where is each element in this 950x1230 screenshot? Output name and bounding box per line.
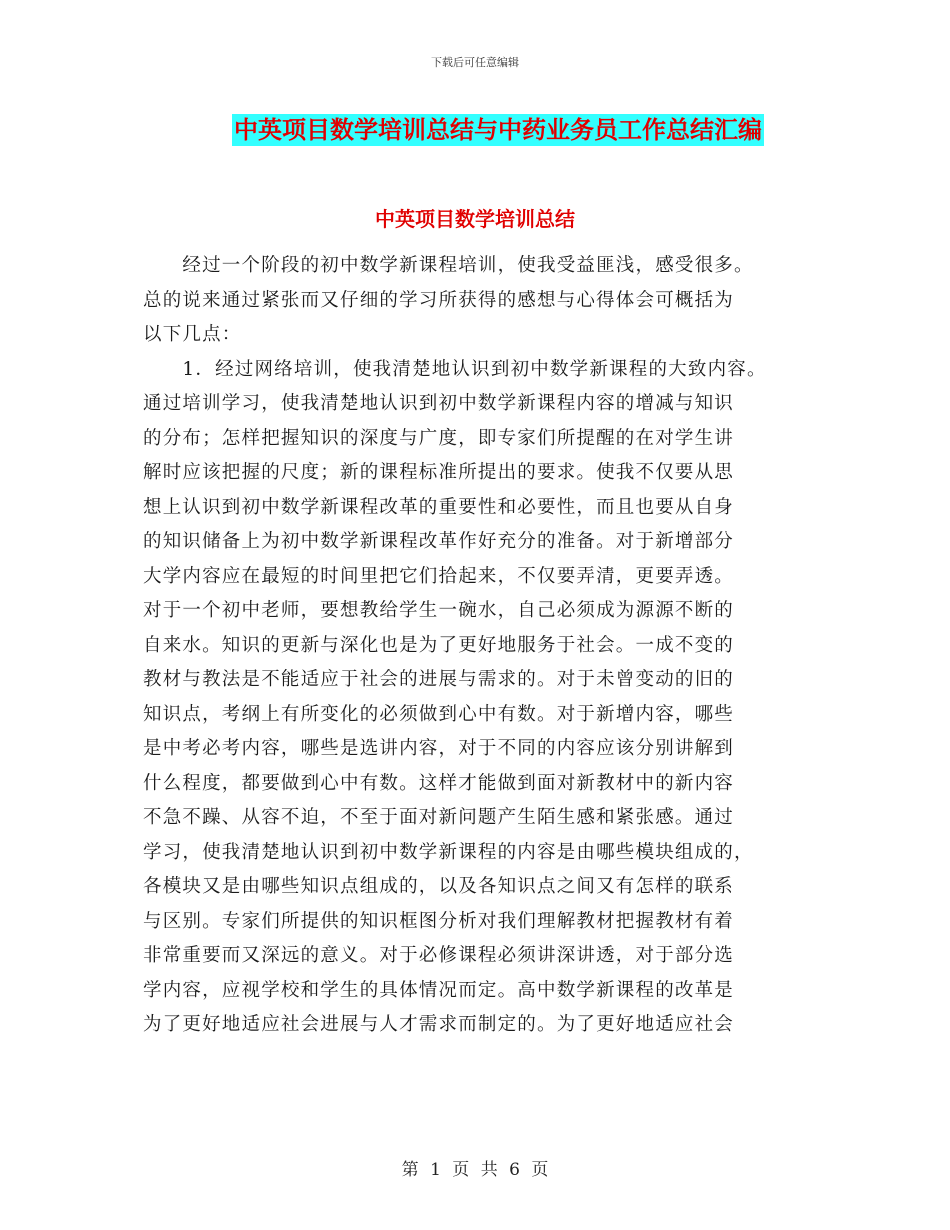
text-line: 1．经过网络培训，使我清楚地认识到初中数学新课程的大致内容。	[143, 358, 767, 380]
text-line: 的分布；怎样把握知识的深度与广度，即专家们所提醒的在对学生讲	[143, 427, 735, 449]
text-line: 总的说来通过紧张而又仔细的学习所获得的感想与心得体会可概括为	[143, 289, 735, 311]
text-line: 自来水。知识的更新与深化也是为了更好地服务于社会。一成不变的	[143, 634, 735, 656]
text-line: 以下几点：	[143, 324, 242, 345]
text-line: 的知识储备上为初中数学新课程改革作好充分的准备。对于新增部分	[143, 531, 735, 552]
body-text	[143, 249, 823, 1043]
main-title-container	[0, 114, 950, 146]
text-line: 经过一个阶段的初中数学新课程培训，使我受益匪浅，感受很多。	[143, 255, 754, 276]
text-line: 大学内容应在最短的时间里把它们拾起来，不仅要弄清，更要弄透。	[143, 565, 735, 587]
text-line: 学内容，应视学校和学生的具体情况而定。高中数学新课程的改革是	[143, 979, 735, 1001]
text-line: 为了更好地适应社会进展与人才需求而制定的。为了更好地适应社会	[143, 1014, 735, 1035]
text-line: 通过培训学习，使我清楚地认识到初中数学新课程内容的增减与知识	[143, 393, 735, 414]
header-note: 下载后可任意编辑	[431, 56, 519, 69]
text-line: 非常重要而又深远的意义。对于必修课程必须讲深讲透，对于部分选	[143, 945, 735, 966]
section-title: 中英项目数学培训总结	[375, 207, 575, 231]
text-line: 解时应该把握的尺度；新的课程标准所提出的要求。使我不仅要从思	[143, 462, 735, 483]
text-line: 想上认识到初中数学新课程改革的重要性和必要性，而且也要从自身	[143, 496, 735, 518]
document-title: 中英项目数学培训总结与中药业务员工作总结汇编	[234, 116, 762, 144]
text-line: 各模块又是由哪些知识点组成的，以及各知识点之间又有怎样的联系	[143, 876, 735, 897]
text-line: 学习，使我清楚地认识到初中数学新课程的内容是由哪些模块组成的，	[143, 841, 754, 863]
page-footer: 第 1 页 共 6 页	[401, 1160, 549, 1180]
text-line: 不急不躁、从容不迫，不至于面对新问题产生陌生感和紧张感。通过	[143, 807, 735, 828]
text-line: 对于一个初中老师，要想教给学生一碗水，自己必须成为源源不断的	[143, 600, 735, 621]
text-line: 与区别。专家们所提供的知识框图分析对我们理解教材把握教材有着	[143, 910, 735, 932]
text-line: 教材与教法是不能适应于社会的进展与需求的。对于未曾变动的旧的	[143, 669, 735, 690]
text-line: 是中考必考内容，哪些是选讲内容，对于不同的内容应该分别讲解到	[143, 738, 735, 759]
text-line: 什么程度，都要做到心中有数。这样才能做到面对新教材中的新内容	[143, 772, 735, 794]
text-line: 知识点，考纲上有所变化的必须做到心中有数。对于新增内容，哪些	[143, 703, 735, 725]
